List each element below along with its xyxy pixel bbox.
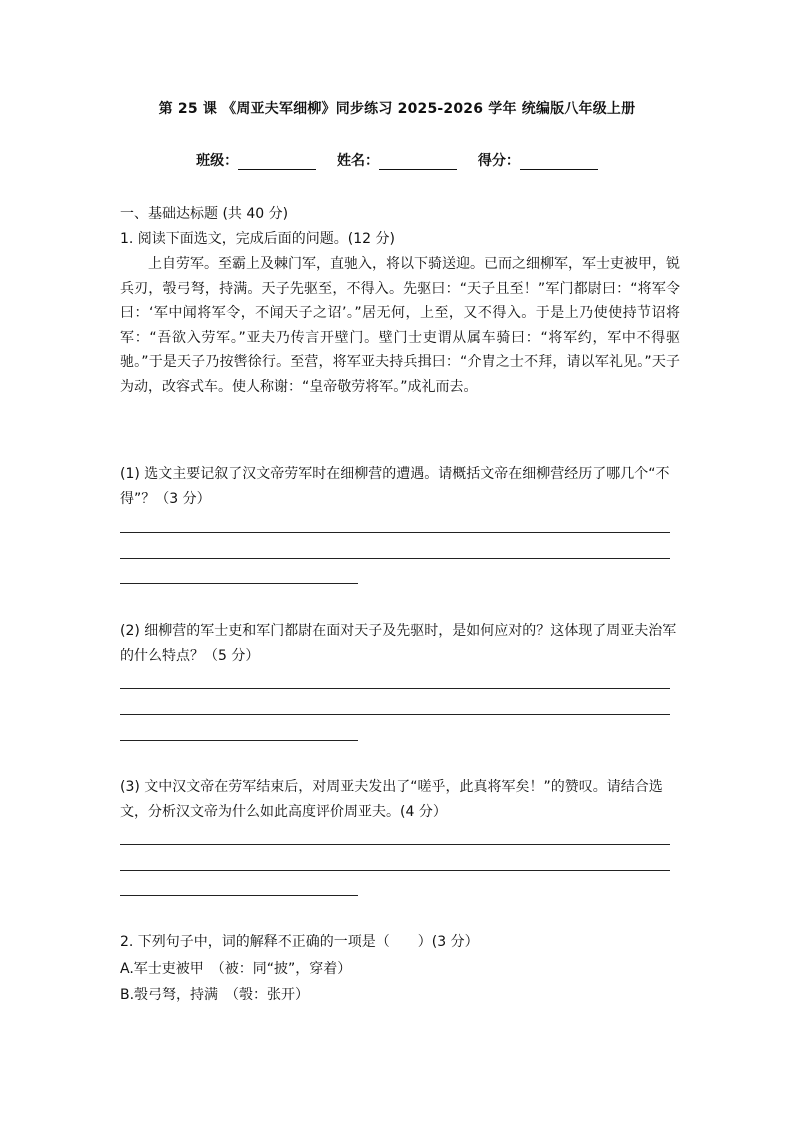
answer-line[interactable] bbox=[120, 558, 670, 559]
question-2-prompt: 2. 下列句子中，词的解释不正确的一项是（ ）(3 分） bbox=[120, 934, 479, 950]
passage-text: 上自劳军。至霸上及棘门军，直驰入，将以下骑送迎。已而之细柳军，军士吏被甲，锐兵刃，彀弓弩，持满。天子先驱至，不得入。先驱曰：“天子且至！”军门都尉曰：“将军令曰：‘军中闻将军令，不闻天子之诏’。”居无何，上至，又不得入。于是上乃使使持节诏将军：“吾欲入劳军。”亚夫乃传言开壁门。壁门士吏谓从属车骑曰：“将军约，军中不得驱驰。”于是天子乃按辔徐行。至营，将军亚夫持兵揖曰：“介胄之士不拜，请以军礼见。”天子为动，改容式车。使人称谢：“皇帝敬劳将军。”成礼而去。 bbox=[120, 256, 680, 395]
class-label: 班级： bbox=[196, 153, 239, 169]
question-1-prompt: 1. 阅读下面选文，完成后面的问题。(12 分) bbox=[120, 231, 395, 247]
score-label: 得分： bbox=[477, 153, 520, 169]
name-blank[interactable] bbox=[379, 153, 457, 170]
option-b[interactable]: B.彀弓弩，持满 （彀：张开） bbox=[120, 987, 310, 1003]
answer-line[interactable] bbox=[120, 714, 670, 715]
answer-line[interactable] bbox=[120, 895, 358, 896]
answer-line[interactable] bbox=[120, 532, 670, 533]
page-title: 第 25 课 《周亚夫军细柳》同步练习 2025-2026 学年 统编版八年级上册 bbox=[158, 101, 636, 117]
reading-passage bbox=[120, 252, 680, 399]
answer-line[interactable] bbox=[120, 583, 358, 584]
sub-question-3: (3) 文中汉文帝在劳军结束后，对周亚夫发出了“嗟乎，此真将军矣！”的赞叹。请结合选文，分析汉文帝为什么如此高度评价周亚夫。(4 分） bbox=[120, 779, 663, 820]
answer-line[interactable] bbox=[120, 870, 670, 871]
name-label: 姓名： bbox=[337, 153, 379, 169]
option-a[interactable]: A.军士吏被甲 （被：同“披”，穿着） bbox=[120, 961, 352, 977]
section-heading: 一、基础达标题 (共 40 分) bbox=[120, 206, 289, 222]
answer-line[interactable] bbox=[120, 688, 670, 689]
answer-line[interactable] bbox=[120, 740, 358, 741]
student-info-row bbox=[0, 150, 794, 170]
sub-question-2: (2) 细柳营的军士吏和军门都尉在面对天子及先驱时，是如何应对的？这体现了周亚夫治军的什么特点？（5 分） bbox=[120, 623, 677, 664]
sub-question-1: (1) 选文主要记叙了汉文帝劳军时在细柳营的遭遇。请概括文帝在细柳营经历了哪几个“不得”？（3 分） bbox=[120, 466, 670, 507]
answer-line[interactable] bbox=[120, 844, 670, 845]
score-blank[interactable] bbox=[520, 153, 598, 170]
class-blank[interactable] bbox=[238, 153, 316, 170]
